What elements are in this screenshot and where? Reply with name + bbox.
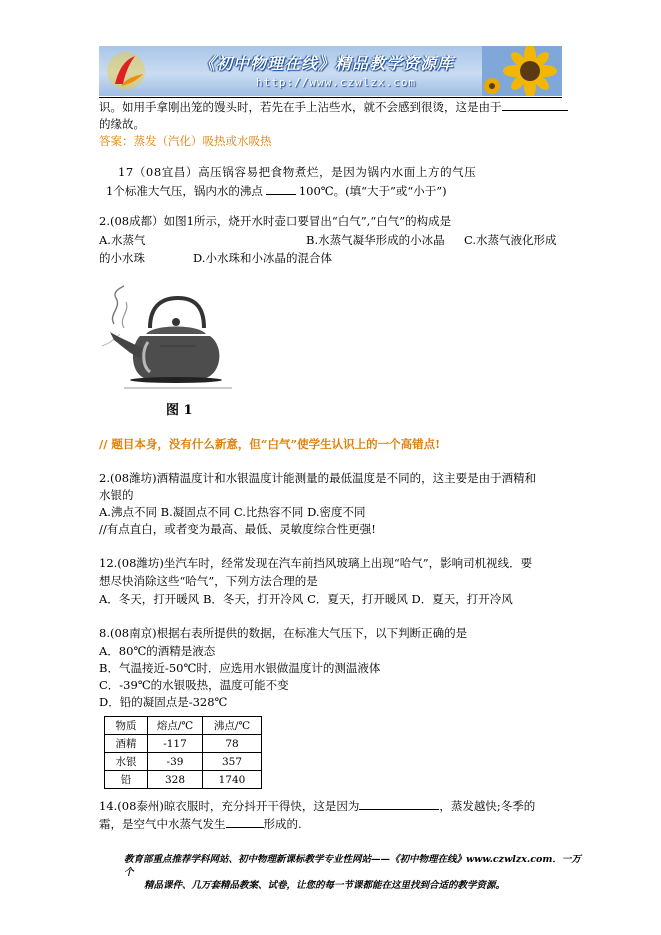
- q2-chengdu-comment: // 题目本身，没有什么新意，但“白气”使学生认识上的一个高错点!: [99, 437, 441, 451]
- q-continue-line1: 识。如用手拿刚出笼的馒头时，若先在手上沾些水，就不会感到很烫，这是由于: [99, 99, 568, 115]
- q2-chengdu-optB: B.水蒸气凝华形成的小冰晶: [306, 233, 445, 247]
- table-header: 熔点/℃: [148, 717, 203, 735]
- q8-stem: 8.(08南京)根据右表所提供的数据，在标准大气压下，以下判断正确的是: [99, 626, 468, 640]
- q12-line2: 想尽快消除这些“哈气”，下列方法合理的是: [99, 574, 318, 588]
- q8-optB: B．气温接近-50℃时．应选用水银做温度计的测温液体: [99, 661, 381, 675]
- answer-blank: [502, 100, 568, 111]
- table-cell: 水银: [105, 753, 148, 771]
- footer-line2: 精品课件、几万套精品教案、试卷，让您的每一节课都能在这里找到合适的教学资源。: [144, 880, 506, 891]
- figure-caption: 图 1: [166, 403, 193, 418]
- q2-weifang-options: A.沸点不同 B.凝固点不同 C.比热容不同 D.密度不同: [99, 505, 366, 519]
- q2-chengdu-line3: 的小水珠: [99, 251, 145, 265]
- q12-line1: 12.(08潍坊)坐汽车时，经常发现在汽车前挡风玻璃上出现“哈气”，影响司机视线．要: [99, 556, 533, 570]
- q8-optC: C．-39℃的水银吸热，温度可能不变: [99, 678, 289, 692]
- banner-url[interactable]: http://www.czwlzx.com: [256, 76, 417, 89]
- table-cell: 1740: [203, 771, 262, 789]
- table-cell: 328: [148, 771, 203, 789]
- header-banner: [99, 46, 562, 96]
- table-row: [105, 753, 262, 771]
- table-header: 物质: [105, 717, 148, 735]
- q8-optD: D．铅的凝固点是-328℃: [99, 695, 228, 709]
- q17-line2: 1个标准大气压，锅内水的沸点 100℃。(填“大于”或“小于”): [106, 184, 447, 198]
- table-cell: 357: [203, 753, 262, 771]
- table-cell: 酒精: [105, 735, 148, 753]
- table-row: [105, 771, 262, 789]
- banner-divider: [99, 97, 562, 98]
- q2-weifang-line2: 水银的: [99, 488, 134, 502]
- q2-weifang-comment: //有点直白，或者变为最高、最低、灵敏度综合性更强!: [99, 522, 376, 536]
- table-header: 沸点/℃: [203, 717, 262, 735]
- q2-chengdu-stem: 2.(08成都）如图1所示，烧开水时壶口要冒出“白气”,“白气”的构成是: [99, 214, 452, 228]
- q14-line2: 霜，是空气中水蒸气发生 形成的.: [99, 817, 302, 831]
- table-row: [105, 735, 262, 753]
- answer-blank: [266, 184, 296, 195]
- data-table: [104, 716, 262, 789]
- answer-blank: [226, 817, 264, 828]
- q2-chengdu-optA: A.水蒸气: [99, 233, 146, 247]
- site-logo-icon: [105, 50, 147, 92]
- table-cell: -117: [148, 735, 203, 753]
- q-continue-answer: 答案：蒸发（汽化）吸热或水吸热: [99, 134, 272, 148]
- table-header-row: [105, 717, 262, 735]
- q12-options: A．冬天，打开暖风 B．冬天，打开冷风 C．夏天，打开暖风 D．夏天，打开冷风: [99, 592, 513, 606]
- footer-line1: 教育部重点推荐学科网站、初中物理新课标教学专业性网站——《初中物理在线》www.czwlzx.com．一万个: [124, 854, 581, 878]
- q2-chengdu-optD: D.小水珠和小冰晶的混合体: [193, 251, 332, 265]
- table-cell: 78: [203, 735, 262, 753]
- table-cell: -39: [148, 753, 203, 771]
- answer-blank: [359, 799, 439, 810]
- q17-line1: 17（08宜昌）高压锅容易把食物煮烂，是因为锅内水面上方的气压: [118, 165, 477, 179]
- q8-optA: A．80℃的酒精是液态: [99, 644, 216, 658]
- q-continue-line2: 的缘故。: [99, 117, 145, 131]
- table-cell: 铅: [105, 771, 148, 789]
- q2-weifang-line1: 2.(08潍坊)酒精温度计和水银温度计能测量的最低温度是不同的，这主要是由于酒精和: [99, 471, 537, 485]
- kettle-figure: [100, 284, 232, 396]
- sunflower-icon: [482, 46, 562, 96]
- page-footer: [124, 853, 584, 892]
- banner-title: 《初中物理在线》精品教学资源库: [199, 54, 455, 73]
- q14-line1: 14.(08泰州)晾衣服时，充分抖开干得快，这是因为 ，蒸发越快;冬季的: [99, 799, 536, 813]
- q2-chengdu-optC: C.水蒸气液化形成: [464, 233, 557, 247]
